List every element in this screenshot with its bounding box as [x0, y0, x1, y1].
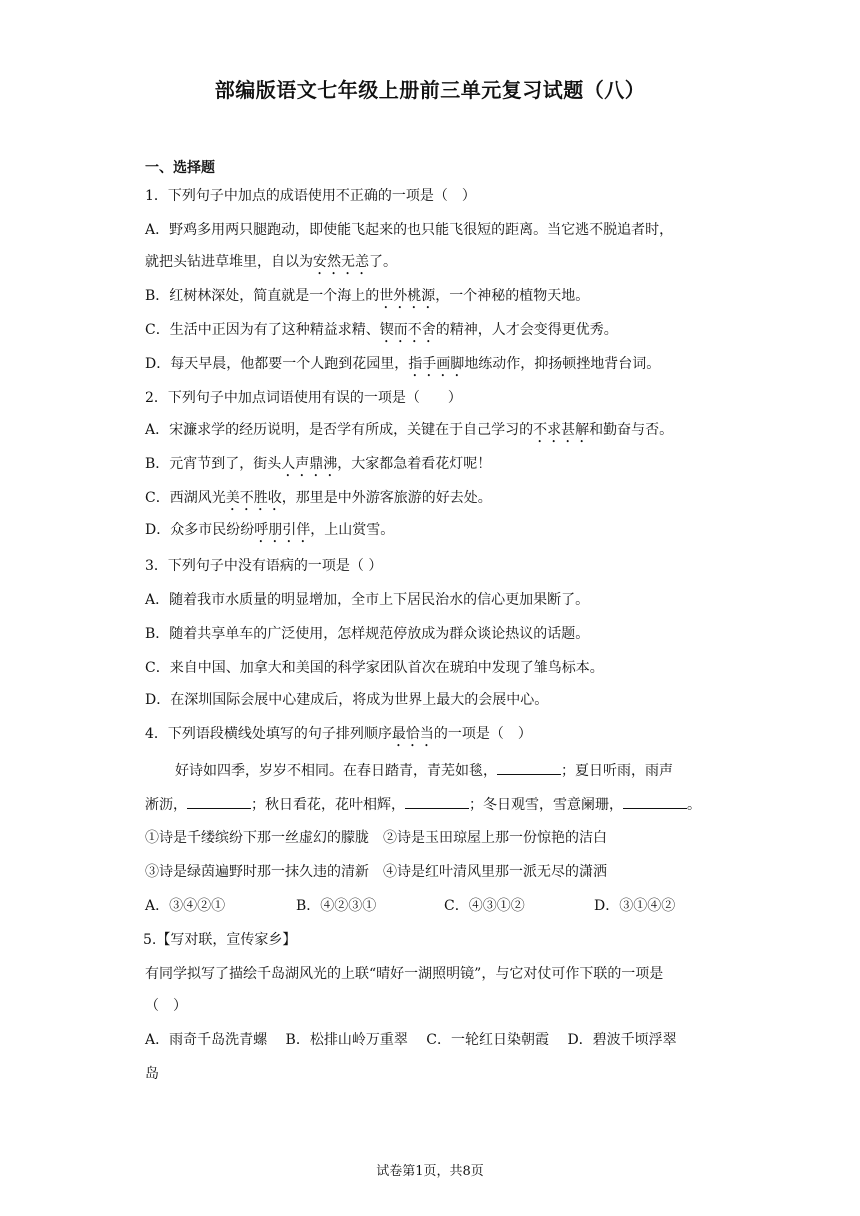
answer-blank	[187, 794, 251, 809]
q2-option-d: D．众多市民纷纷呼朋引伴，上山赏雪。	[145, 522, 395, 538]
q3-option-d: D．在深圳国际会展中心建成后，将成为世界上最大的会展中心。	[145, 692, 549, 708]
q3-option-a: A．随着我市水质量的明显增加，全市上下居民治水的信心更加果断了。	[145, 592, 590, 608]
answer-blank	[497, 760, 561, 775]
q1-option-b: B．红树林深处，简直就是一个海上的世外桃源，一个神秘的植物天地。	[145, 288, 590, 304]
answer-blank	[623, 794, 687, 809]
q5-stem-line1: 有同学拟写了描绘千岛湖风光的上联“晴好一湖照明镜”，与它对仗可作下联的一项是	[145, 966, 664, 982]
q3-stem: 3．下列句子中没有语病的一项是（ ）	[145, 558, 383, 574]
q1-stem: 1．下列句子中加点的成语使用不正确的一项是（ ）	[145, 188, 476, 204]
q4-stem: 4．下列语段横线处填写的句子排列顺序最恰当的一项是（ ）	[145, 726, 532, 742]
q3-option-b: B．随着共享单车的广泛使用，怎样规范停放成为群众谈论热议的话题。	[145, 626, 590, 642]
q4-sentences-1-2: ①诗是千缕缤纷下那一丝虚幻的朦胧 ②诗是玉田琼屋上那一份惊艳的洁白	[145, 830, 607, 846]
q4-passage-line1: 好诗如四季，岁岁不相同。在春日踏青，青芜如毯， ；夏日听雨，雨声	[175, 760, 673, 781]
answer-blank	[405, 794, 469, 809]
q3-option-c: C．来自中国、加拿大和美国的科学家团队首次在琥珀中发现了雏鸟标本。	[145, 660, 604, 676]
page-footer: 试卷第1页，共8页	[376, 1164, 484, 1179]
q1-option-d: D．每天早晨，他都要一个人跑到花园里，指手画脚地练动作，抑扬顿挫地背台词。	[145, 356, 661, 372]
q1-option-a-line2: 就把头钻进草堆里，自以为安然无恙了。	[145, 254, 397, 270]
q4-sentences-3-4: ③诗是绿茵遍野时那一抹久违的清新 ④诗是红叶清风里那一派无尽的潇洒	[145, 864, 607, 880]
q2-option-b: B．元宵节到了，街头人声鼎沸，大家都急着看花灯呢！	[145, 456, 492, 472]
q4-option-b: B．④②③①	[296, 898, 377, 914]
q2-stem: 2．下列句子中加点词语使用有误的一项是（ ）	[145, 390, 462, 406]
q5-heading: 5.【写对联，宣传家乡】	[143, 932, 297, 948]
q5-stem-line2: （ ）	[145, 998, 187, 1014]
q1-option-c: C．生活中正因为有了这种精益求精、锲而不舍的精神，人才会变得更优秀。	[145, 322, 618, 338]
q2-option-a: A．宋濂求学的经历说明，是否学有所成，关键在于自己学习的不求甚解和勤奋与否。	[145, 422, 674, 438]
q5-options-line1: A．雨奇千岛洗青螺 B．松排山岭万重翠 C．一轮红日染朝霞 D．碧波千顷浮翠	[145, 1032, 677, 1048]
q2-option-c: C．西湖风光美不胜收，那里是中外游客旅游的好去处。	[145, 490, 492, 506]
q1-option-a-line1: A．野鸡多用两只腿跑动，即使能飞起来的也只能飞很短的距离。当它逃不脱追者时，	[145, 222, 674, 238]
page-title: 部编版语文七年级上册前三单元复习试题（八）	[214, 78, 646, 102]
q4-option-d: D．③①④②	[594, 898, 676, 914]
q4-option-a: A．③④②①	[145, 898, 226, 914]
q4-passage-line2: 淅沥， ；秋日看花，花叶相辉， ；冬日观雪，雪意阑珊， 。	[145, 794, 701, 815]
q4-option-c: C．④③①②	[444, 898, 525, 914]
section-heading: 一、选择题	[145, 160, 215, 176]
q5-options-line2: 岛	[145, 1066, 159, 1082]
